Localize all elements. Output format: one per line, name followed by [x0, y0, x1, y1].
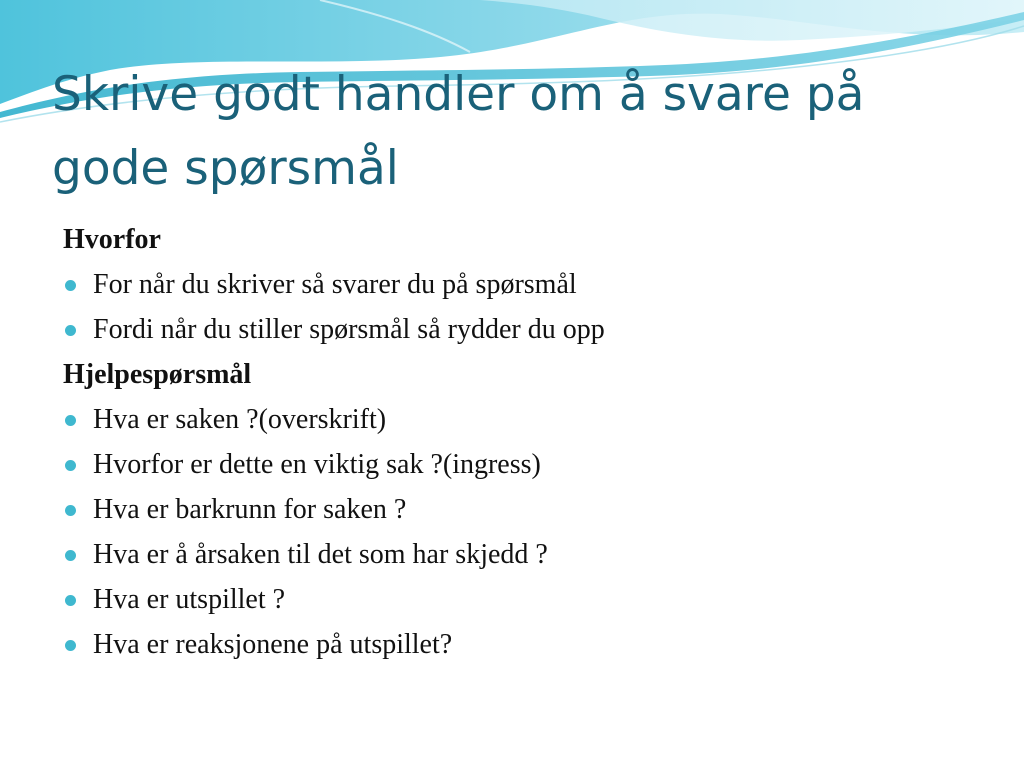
list-item-text: For når du skriver så svarer du på spørsmål — [93, 269, 577, 300]
content-list — [63, 217, 983, 667]
bullet-dot-icon — [65, 640, 76, 651]
bullet-dot-icon — [65, 595, 76, 606]
list-item-text: Hva er saken ?(overskrift) — [93, 404, 387, 435]
list-item-text: Hvorfor er dette en viktig sak ?(ingress) — [93, 449, 541, 480]
list-item — [63, 532, 983, 577]
bullet-dot-icon — [65, 415, 76, 426]
list-item — [63, 577, 983, 622]
bullet-dot-icon — [65, 325, 76, 336]
bullet-dot-icon — [65, 460, 76, 471]
list-item — [63, 307, 983, 352]
list-item — [63, 262, 983, 307]
list-item-text: Hva er reaksjonene på utspillet? — [93, 629, 453, 660]
list-item-text: Hva er utspillet ? — [93, 584, 286, 615]
list-item-text: Fordi når du stiller spørsmål så rydder du opp — [93, 314, 605, 345]
list-item — [63, 487, 983, 532]
bullet-dot-icon — [65, 280, 76, 291]
list-item — [63, 622, 983, 667]
list-item-text: Hva er barkrunn for saken ? — [93, 494, 407, 525]
section-heading-hvorfor: Hvorfor — [63, 224, 161, 255]
bullet-dot-icon — [65, 505, 76, 516]
slide-title: Skrive godt handler om å svare på gode spørsmål — [52, 67, 865, 196]
bullet-dot-icon — [65, 550, 76, 561]
list-item-text: Hva er å årsaken til det som har skjedd ? — [93, 539, 548, 570]
list-item — [63, 397, 983, 442]
list-item — [63, 442, 983, 487]
section-heading-hjelpesporsmal: Hjelpespørsmål — [63, 359, 252, 390]
